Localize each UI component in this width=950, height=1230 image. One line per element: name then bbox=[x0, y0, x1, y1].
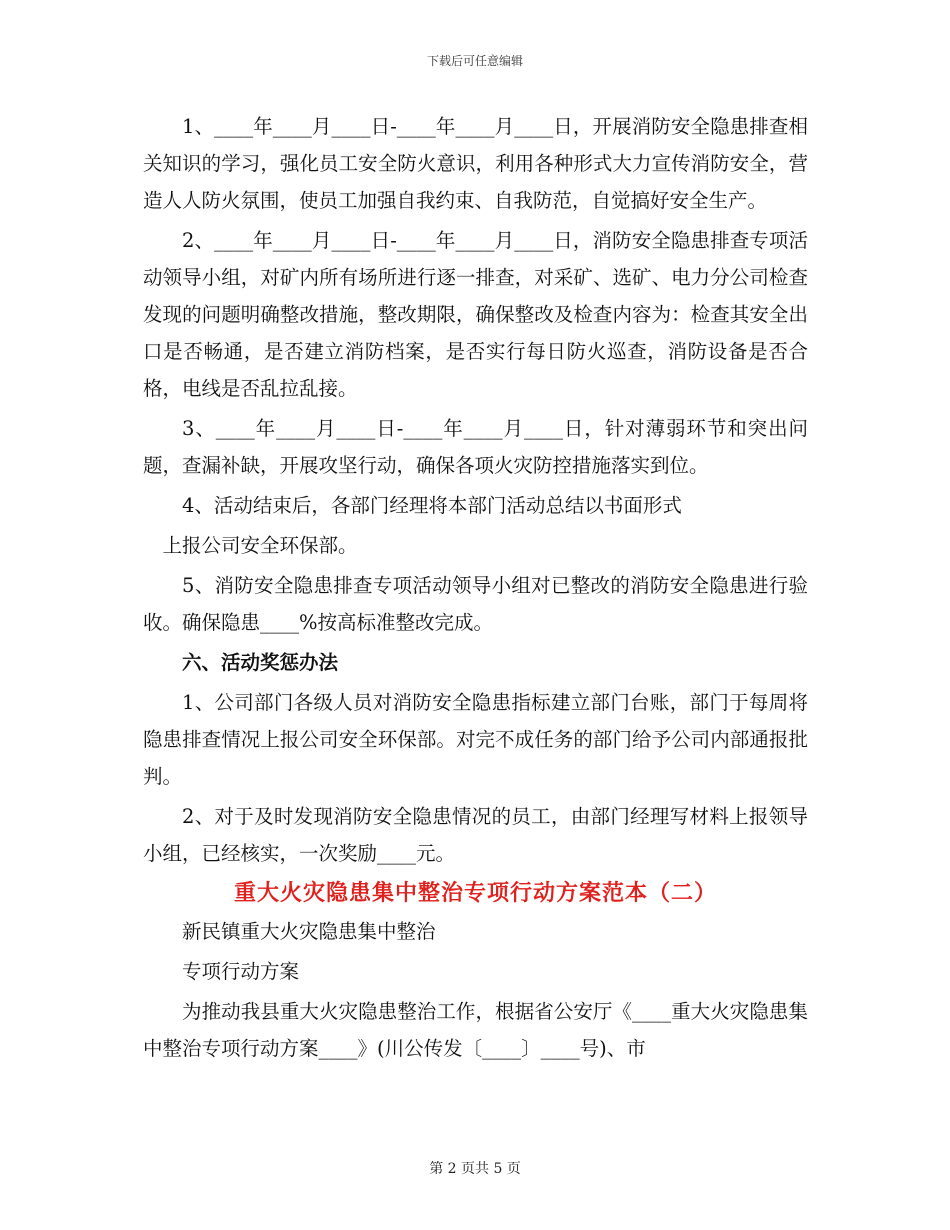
page-footer: 第 2 页共 5 页 bbox=[429, 1161, 521, 1177]
document-body bbox=[143, 108, 808, 1070]
paragraph-item-2: 2、____年____月____日-____年____月____日，消防安全隐患排查专项活动领导小组，对矿内所有场所进行逐一排查，对采矿、选矿、电力分公司检查发现的问题明确整改措施，整改期限，确保整改及检查内容为：检查其安全出口是否畅通，是否建立消防档案，是否实行每日防火巡查，消防设备是否合格，电线是否乱拉乱接。 bbox=[143, 229, 808, 400]
body-paragraph: 为推动我县重大火灾隐患整治工作，根据省公安厅《____重大火灾隐患集中整治专项行动方案____》(川公传发〔____〕____号)、市 bbox=[143, 1000, 808, 1060]
subtitle-line-2: 专项行动方案 bbox=[182, 960, 300, 983]
paragraph-item-4-continued: 上报公司安全环保部。 bbox=[162, 534, 358, 557]
paragraph-item-3: 3、____年____月____日-____年____月____日，针对薄弱环节和突出问题，查漏补缺，开展攻坚行动，确保各项火灾防控措施落实到位。 bbox=[143, 417, 808, 477]
subtitle-line-1: 新民镇重大火灾隐患集中整治 bbox=[182, 920, 436, 943]
section6-item-2: 2、对于及时发现消防安全隐患情况的员工，由部门经理写材料上报领导小组，已经核实，一次奖励____元。 bbox=[143, 805, 808, 865]
page-header: 下载后可任意编辑 bbox=[426, 54, 523, 68]
paragraph-item-4: 4、活动结束后，各部门经理将本部门活动总结以书面形式 bbox=[182, 494, 682, 517]
paragraph-item-5: 5、消防安全隐患排查专项活动领导小组对已整改的消防安全隐患进行验收。确保隐患____%按高标准整改完成。 bbox=[143, 574, 808, 634]
section-heading: 六、活动奖惩办法 bbox=[182, 651, 339, 674]
section6-item-1: 1、公司部门各级人员对消防安全隐患指标建立部门台账，部门于每周将隐患排查情况上报公司安全环保部。对完不成任务的部门给予公司内部通报批判。 bbox=[143, 691, 808, 788]
document-title: 重大火灾隐患集中整治专项行动方案范本（二） bbox=[233, 880, 717, 906]
paragraph-item-1: 1、____年____月____日-____年____月____日，开展消防安全隐患排查相关知识的学习，强化员工安全防火意识，利用各种形式大力宣传消防安全，营造人人防火氛围，使员工加强自我约束、自我防范，自觉搞好安全生产。 bbox=[143, 115, 808, 212]
